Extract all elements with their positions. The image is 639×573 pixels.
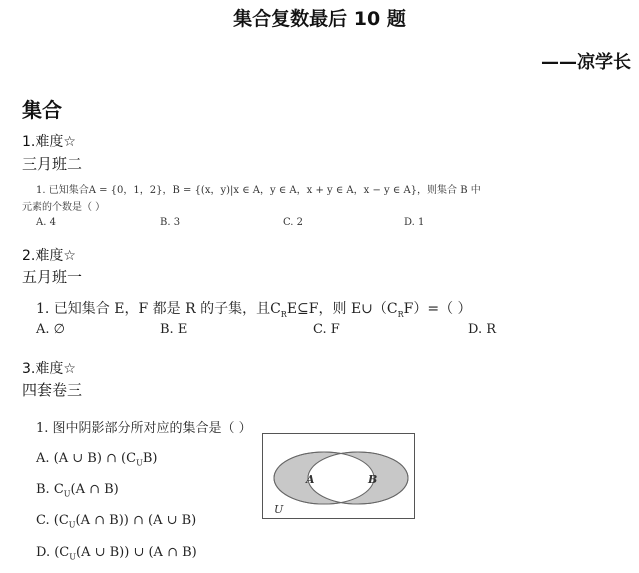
q1-option-c: C. 2 xyxy=(283,217,304,228)
q3-option-d xyxy=(36,545,197,562)
doc-title: 集合复数最后 10 题 xyxy=(233,8,406,30)
q3-option-d-pre: D. (C xyxy=(36,545,70,560)
q3-option-b-pre: B. C xyxy=(36,482,64,497)
section-title: 集合 xyxy=(22,98,62,122)
q3-option-a-post: B) xyxy=(142,451,158,466)
q3-option-a-pre: A. (A ∪ B) ∩ (C xyxy=(36,451,137,466)
q2-option-d: D. R xyxy=(468,322,497,337)
q2-heading: 2.难度☆ xyxy=(22,248,76,264)
q3-option-b-sub: U xyxy=(63,489,71,499)
q2-option-a: A. ∅ xyxy=(36,322,65,337)
q3-stem: 1. 图中阴影部分所对应的集合是（ ） xyxy=(36,421,252,436)
q1-option-d: D. 1 xyxy=(404,217,425,228)
q1-option-a: A. 4 xyxy=(36,217,56,228)
q3-option-d-post: (A ∪ B)) ∪ (A ∩ B) xyxy=(76,545,197,560)
q3-option-c xyxy=(36,513,196,530)
q3-option-b-post: (A ∩ B) xyxy=(70,482,119,497)
q1-option-b: B. 3 xyxy=(160,217,181,228)
q3-option-b xyxy=(36,482,119,499)
q3-option-a xyxy=(36,451,157,468)
q3-source: 四套卷三 xyxy=(22,381,83,399)
author-signature: ——凉学长 xyxy=(541,52,631,73)
q2-stem-part3: F）=（ ） xyxy=(403,301,472,317)
q3-option-a-sub: U xyxy=(136,458,143,468)
q3-option-c-sub: U xyxy=(68,520,76,530)
q3-option-c-post: (A ∩ B)) ∩ (A ∪ B) xyxy=(75,513,197,528)
q2-option-b: B. E xyxy=(160,322,188,337)
q2-stem-sub1: R xyxy=(280,309,287,319)
q2-stem-sub2: R xyxy=(397,309,404,319)
q2-source: 五月班一 xyxy=(22,268,83,286)
q1-stem-line2: 元素的个数是（ ） xyxy=(22,202,106,213)
q2-option-c: C. F xyxy=(313,322,340,337)
q2-stem-part2: E⊆F，则 E∪（C xyxy=(286,301,398,317)
q3-option-c-pre: C. (C xyxy=(36,513,69,528)
q3-option-d-sub: U xyxy=(69,552,76,562)
set-a-label: A xyxy=(306,473,315,486)
q2-stem xyxy=(36,298,472,319)
venn-diagram xyxy=(262,433,415,519)
q1-stem-line1: 1. 已知集合A = {0，1，2}，B = {(x，y)|x ∈ A，y ∈ A，x + y ∈ A，x − y ∈ A}，则集合 B 中 xyxy=(36,185,481,196)
q1-source: 三月班二 xyxy=(22,155,83,173)
universal-set-label: U xyxy=(274,503,284,516)
set-b-label: B xyxy=(368,473,378,486)
q3-heading: 3.难度☆ xyxy=(22,361,76,377)
q2-stem-part1: 1. 已知集合 E，F 都是 R 的子集，且C xyxy=(36,301,281,317)
q1-heading: 1.难度☆ xyxy=(22,134,76,150)
